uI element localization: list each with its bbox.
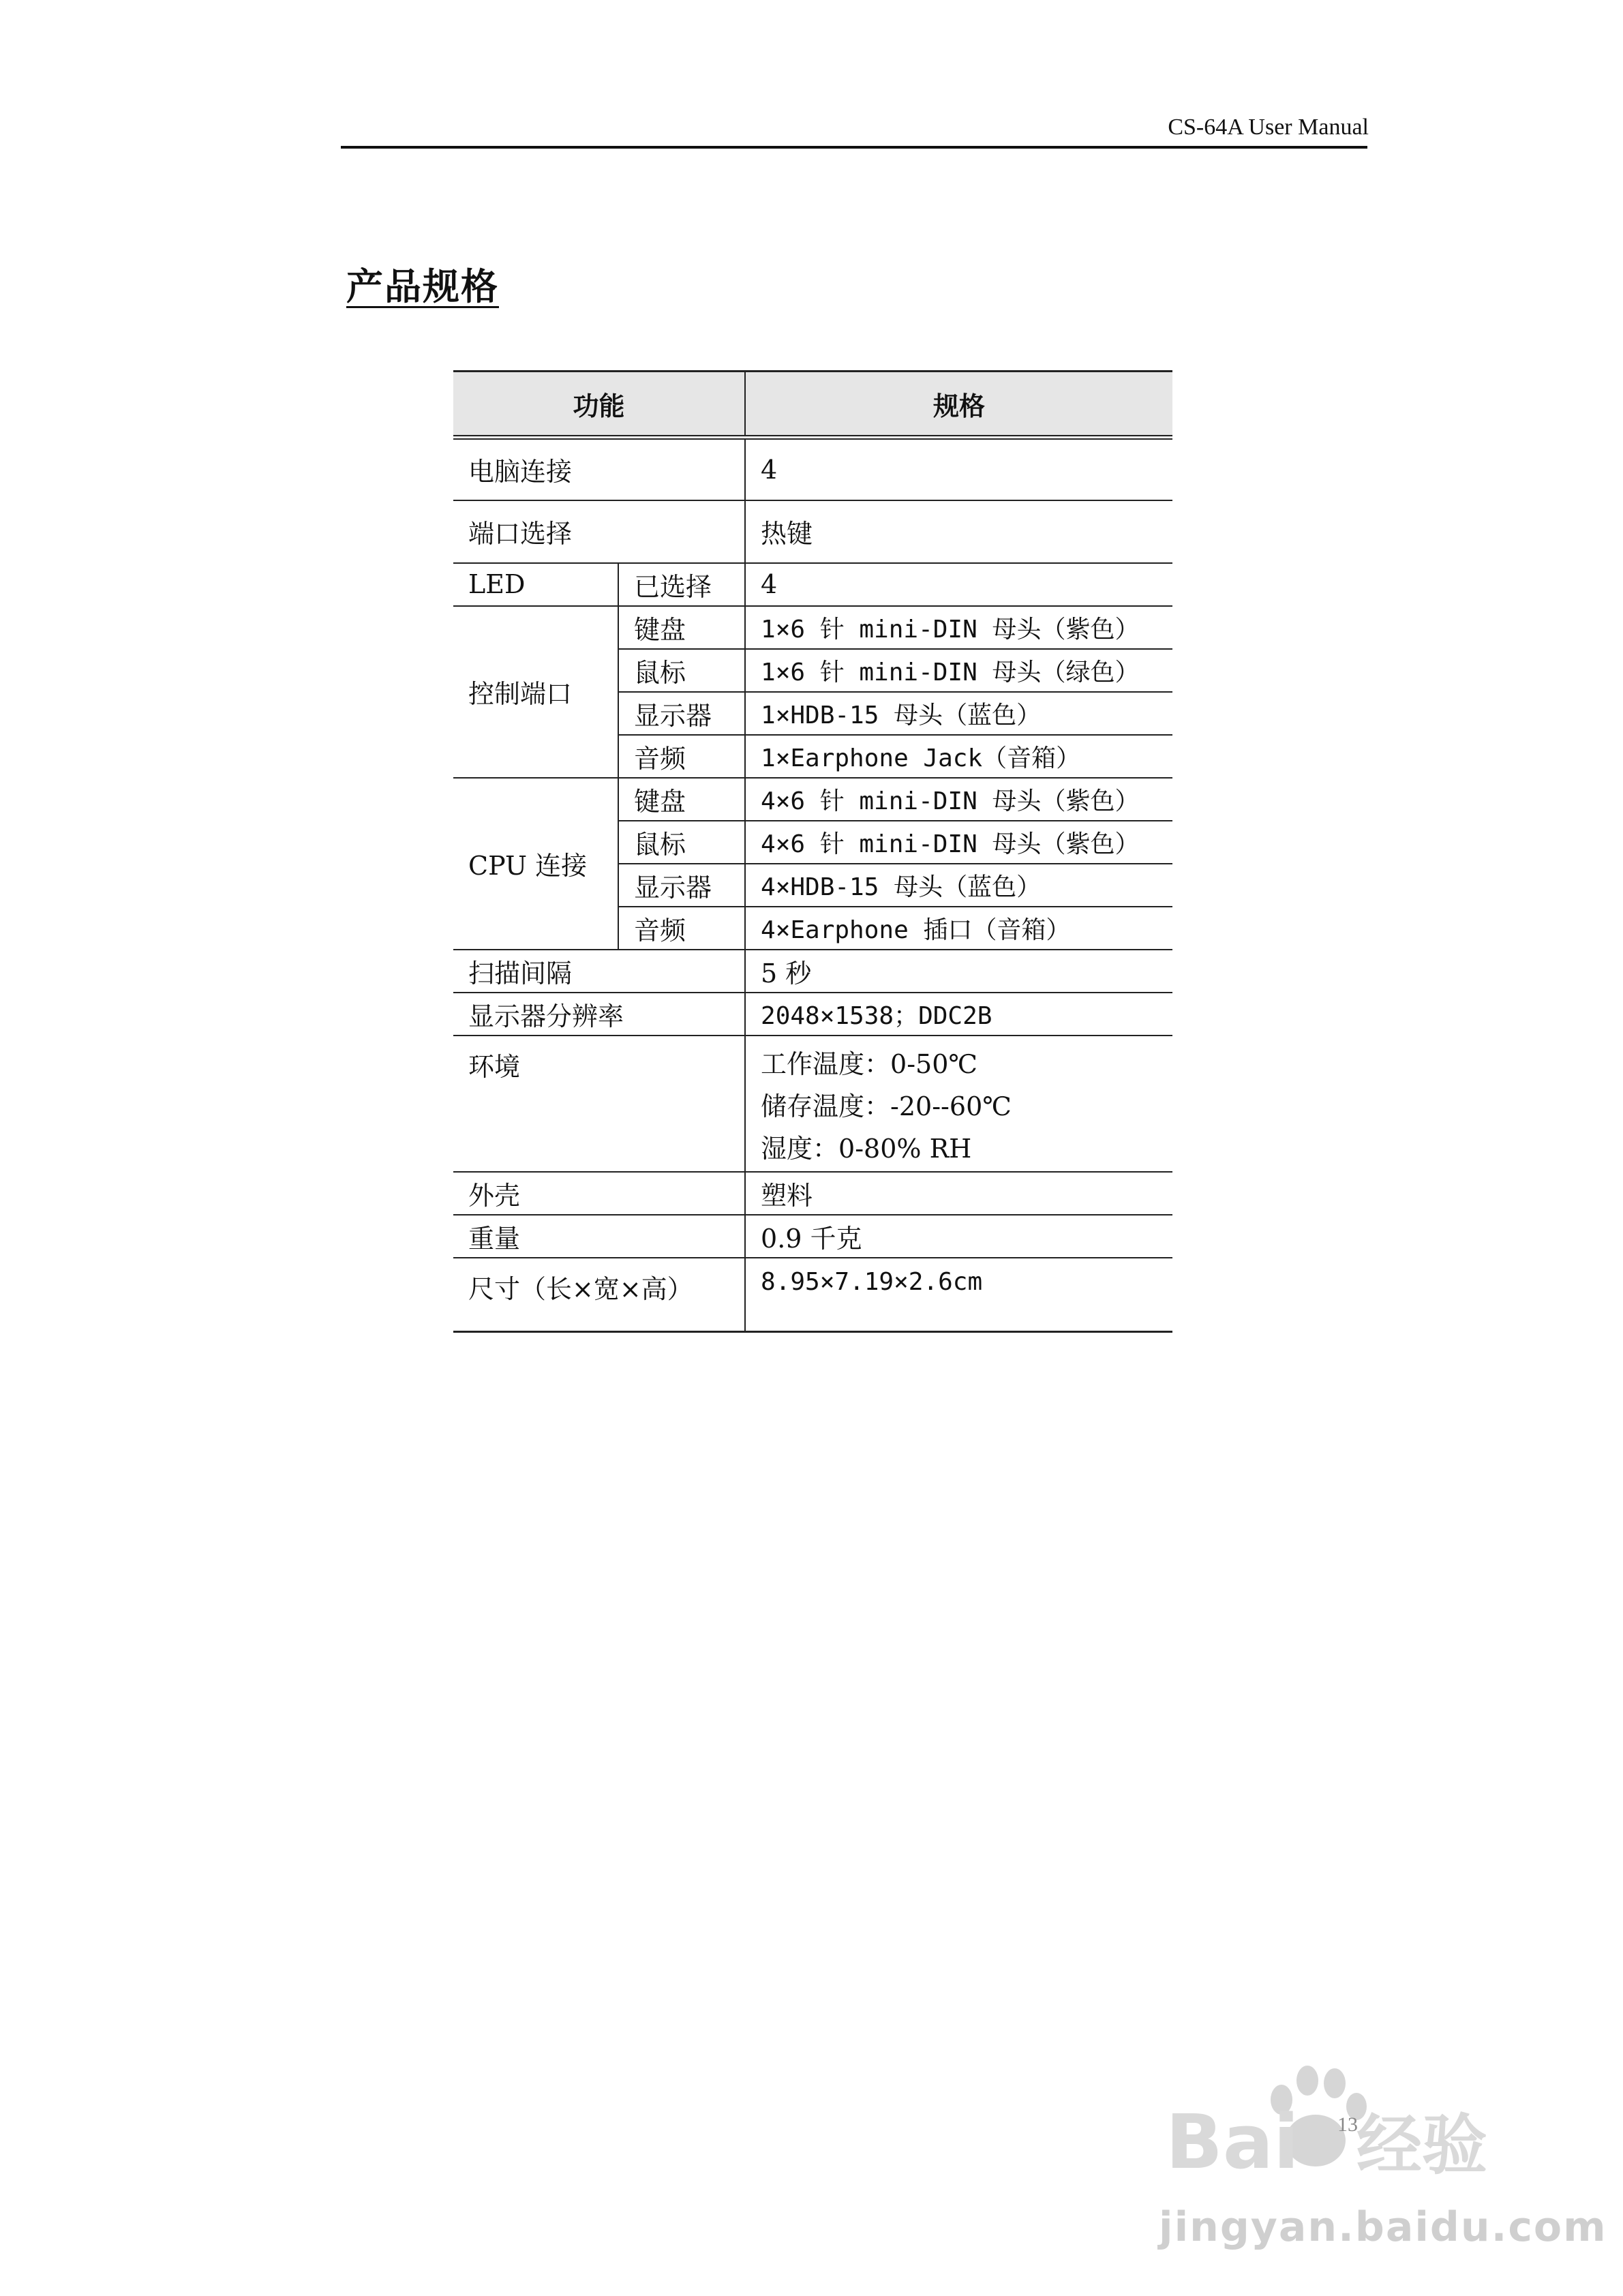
- watermark-brand-cn: 经验: [1356, 2107, 1487, 2184]
- row-value: 2048×1538；DDC2B: [761, 1001, 992, 1030]
- row-value: 4: [761, 569, 778, 599]
- row-value: 0.9 千克: [761, 1223, 862, 1254]
- spec-table: [453, 370, 1172, 1333]
- page-number: 13: [1337, 2113, 1358, 2136]
- row-label: 显示器分辨率: [453, 993, 745, 1036]
- row-sublabel: 已选择: [618, 563, 745, 606]
- row-value: 1×6 针 mini-DIN 母头（绿色）: [761, 658, 1140, 686]
- table-row: [453, 563, 1172, 606]
- row-value: 塑料: [761, 1180, 813, 1211]
- table-row: [453, 993, 1172, 1036]
- header-rule: [341, 146, 1367, 149]
- env-line: 储存温度：-20--60℃: [761, 1091, 1012, 1121]
- row-value: 5 秒: [761, 958, 812, 988]
- table-row: [453, 438, 1172, 500]
- section-title: 产品规格: [346, 265, 499, 308]
- row-label: 扫描间隔: [453, 950, 745, 993]
- table-row: [453, 1258, 1172, 1332]
- row-sublabel: 键盘: [618, 606, 745, 649]
- row-value: 热键: [761, 519, 813, 549]
- row-label: 端口选择: [453, 500, 745, 563]
- row-label: 尺寸（长×宽×高）: [453, 1258, 745, 1332]
- table-row: [453, 606, 1172, 649]
- row-label: 外壳: [453, 1172, 745, 1215]
- row-value: 1×6 针 mini-DIN 母头（紫色）: [761, 615, 1140, 644]
- env-line: 工作温度：0-50℃: [761, 1048, 977, 1079]
- table-row: [453, 778, 1172, 821]
- row-sublabel: 键盘: [618, 778, 745, 821]
- row-sublabel: 音频: [618, 907, 745, 950]
- table-row: [453, 1215, 1172, 1258]
- row-sublabel: 显示器: [618, 692, 745, 735]
- table-row: [453, 950, 1172, 993]
- row-value: 8.95×7.19×2.6cm: [761, 1267, 983, 1296]
- row-value: 4×HDB-15 母头（蓝色）: [761, 873, 1042, 901]
- row-value: 4×6 针 mini-DIN 母头（紫色）: [761, 830, 1140, 858]
- row-label: LED: [453, 563, 618, 606]
- row-value: 1×Earphone Jack（音箱）: [761, 744, 1081, 772]
- header-spec: 规格: [745, 372, 1172, 438]
- row-sublabel: 显示器: [618, 864, 745, 907]
- table-header-row: [453, 372, 1172, 438]
- row-value-environment: [745, 1036, 1172, 1172]
- row-value: 4×Earphone 插口（音箱）: [761, 916, 1071, 944]
- watermark-url: jingyan.baidu.com: [1159, 2203, 1607, 2251]
- table-row: [453, 1036, 1172, 1172]
- table-row: [453, 500, 1172, 563]
- table-row: [453, 1172, 1172, 1215]
- running-header: CS-64A User Manual: [1168, 115, 1369, 140]
- row-sublabel: 鼠标: [618, 649, 745, 692]
- row-label: 控制端口: [453, 606, 618, 778]
- header-function: 功能: [453, 372, 745, 438]
- row-sublabel: 音频: [618, 735, 745, 778]
- row-value: 4: [761, 454, 778, 485]
- row-value: 4×6 针 mini-DIN 母头（紫色）: [761, 787, 1140, 815]
- watermark-brand: Bai: [1166, 2098, 1299, 2186]
- row-label: 重量: [453, 1215, 745, 1258]
- row-label: CPU 连接: [453, 778, 618, 950]
- env-line: 湿度：0-80% RH: [761, 1133, 972, 1164]
- row-label: 电脑连接: [453, 438, 745, 500]
- row-value: 1×HDB-15 母头（蓝色）: [761, 701, 1042, 729]
- row-label: 环境: [453, 1036, 745, 1172]
- row-sublabel: 鼠标: [618, 821, 745, 864]
